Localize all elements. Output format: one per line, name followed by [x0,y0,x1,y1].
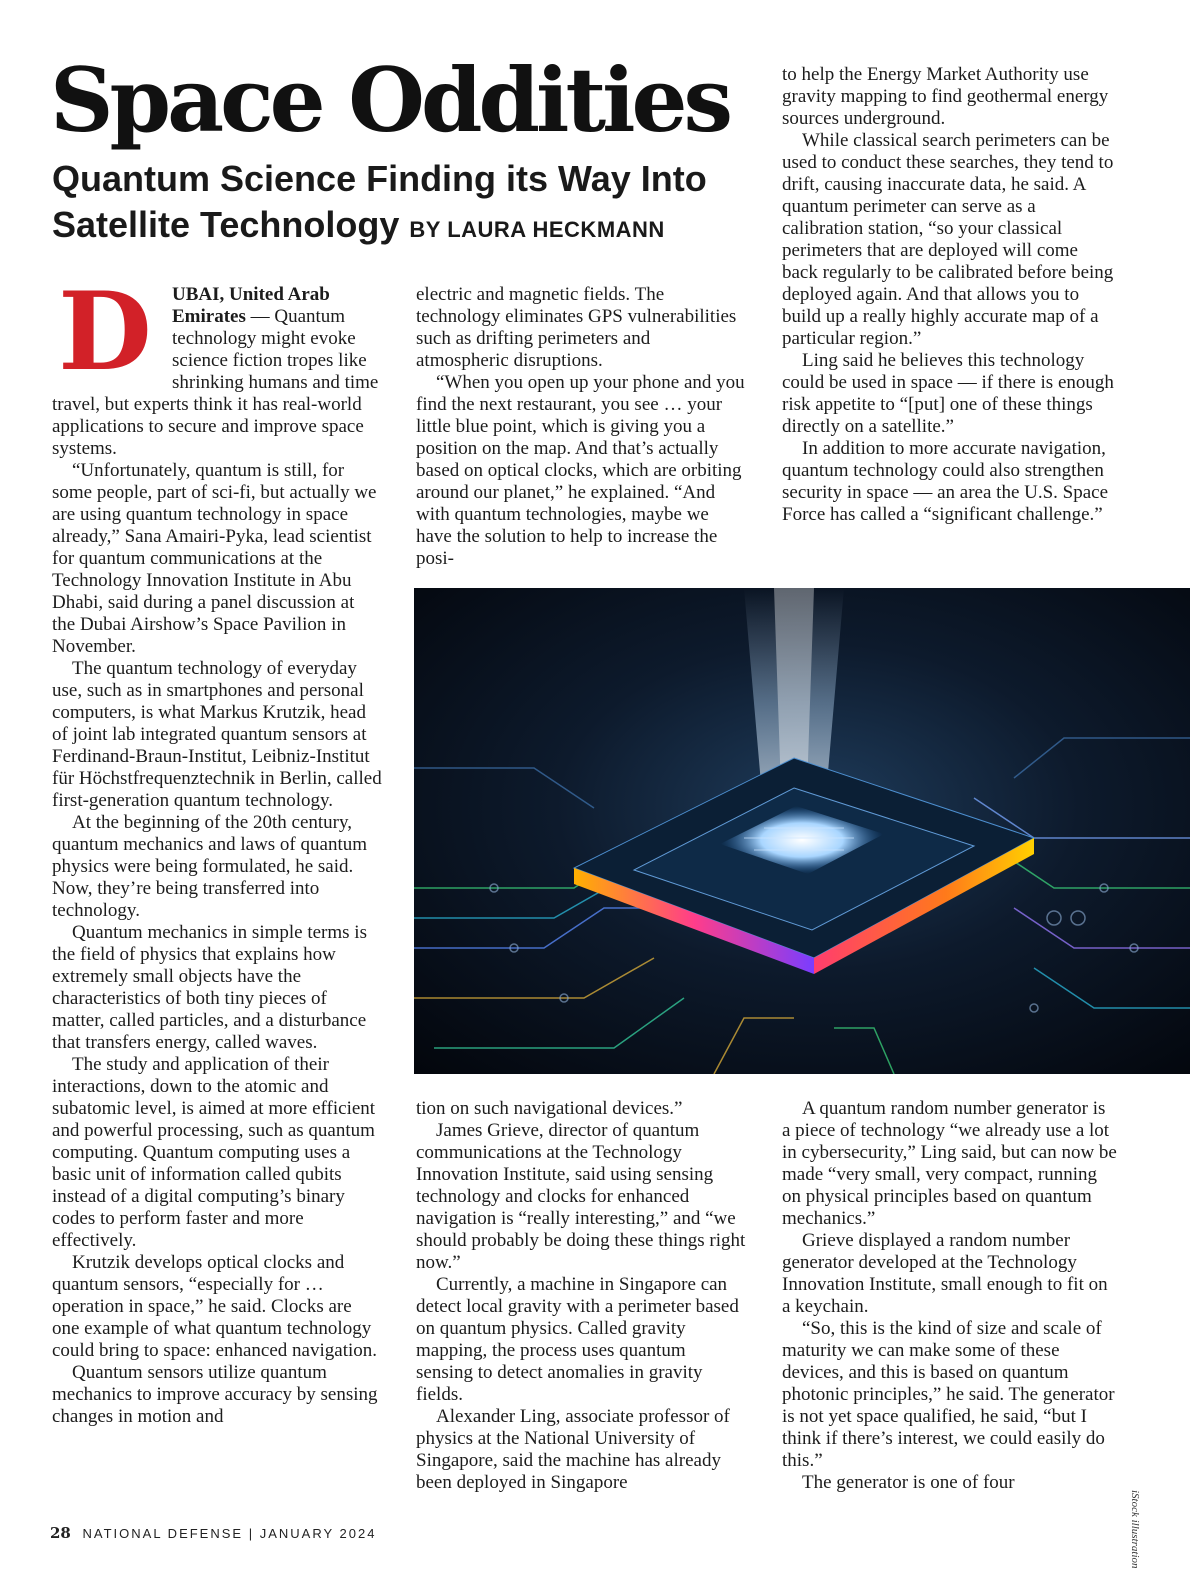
paragraph: Grieve displayed a random number generator developed at the Technology Innovation Institute, small enough to fit on a keychain. [782,1230,1108,1317]
paragraph: Alexander Ling, associate professor of physics at the National University of Singapore, said the machine has already been deployed in Singapore [416,1406,730,1493]
page-number: 28 [50,1524,71,1542]
paragraph: The generator is one of four [802,1472,1015,1493]
paragraph: tion on such navigational devices.” [416,1098,683,1119]
column-2-bottom [416,1098,746,1494]
paragraph: “When you open up your phone and you find the next restaurant, you see … your little blue point, which is giving you a position on the map. And that’s actually based on optical clocks, which are orbiting around our planet,” he explained. “And with quantum technologies, maybe we have the solution to help to increase the posi- [416,372,745,569]
column-1 [52,269,382,1428]
paragraph: “Unfortunately, quantum is still, for some people, part of sci-fi, but actually we are using quantum technology in space already,” Sana Amairi-Pyka, lead scientist for quantum communications at the Technology Innovation Institute in Abu Dhabi, said during a panel discussion at the Dubai Airshow’s Space Pavilion in November. [52,460,377,657]
lead-in: UBAI, United Arab Emirates [172,284,330,327]
photo-credit: iStock illustration [1129,1490,1141,1569]
paragraph: “So, this is the kind of size and scale of maturity we can make some of these devices, and this is based on quantum photonic principles,” he said. The generator is not yet space qualified, he said, “but I think if there’s interest, we could easily do this.” [782,1318,1115,1471]
paragraph: At the beginning of the 20th century, quantum mechanics and laws of quantum physics were being formulated, he said. Now, they’re being transferred into technology. [52,812,368,921]
paragraph: Quantum sensors utilize quantum mechanics to improve accuracy by sensing changes in motion and [52,1362,378,1427]
byline: BY LAURA HECKMANN [409,217,665,242]
drop-cap: D [58,269,152,395]
paragraph: Krutzik develops optical clocks and quantum sensors, “especially for … operation in space,” he said. Clocks are one example of what quantum technology could bring to space: enhanced navigation. [52,1252,378,1361]
column-2-top [416,284,746,570]
paragraph: In addition to more accurate navigation, quantum technology could also strengthen security in space — an area the U.S. Space Force has called a “significant challenge.” [782,438,1109,525]
paragraph: Currently, a machine in Singapore can detect local gravity with a perimeter based on quantum physics. Called gravity mapping, the process uses quantum sensing to detect anomalies in gravity fields. [416,1274,739,1405]
issue-date: JANUARY 2024 [259,1526,377,1541]
column-3-bottom [782,1098,1118,1494]
article-headline: Space Oddities [50,48,730,152]
paragraph: While classical search perimeters can be used to conduct these searches, they tend to drift, causing inaccurate data, he said. A quantum perimeter can serve as a calibration station, “so your classical perimeters that are deployed will come back regularly to be calibrated before being deployed again. And that allows you to build up a really highly accurate map of a particular region.” [782,130,1114,349]
paragraph: Ling said he believes this technology could be used in space — if there is enough risk appetite to “[put] one of these things directly on a satellite.” [782,350,1114,437]
publication-name: NATIONAL DEFENSE [82,1526,244,1541]
paragraph: Quantum mechanics in simple terms is the field of physics that explains how extremely small objects have the characteristics of both tiny pieces of matter, called particles, and a disturbance that transfers energy, called waves. [52,922,367,1053]
article-subheadline [52,156,752,253]
footer-separator: | [248,1526,255,1541]
paragraph: A quantum random number generator is a piece of technology “we already use a lot in cybersecurity,” Ling said, but can now be made “very small, very compact, running on physical principles based on quantum mechanics.” [782,1098,1117,1229]
paragraph: to help the Energy Market Authority use gravity mapping to find geothermal energy sources underground. [782,64,1109,129]
paragraph: James Grieve, director of quantum communications at the Technology Innovation Institute, said using sensing technology and clocks for enhanced navigation is “really interesting,” and “we should probably be doing these things right now.” [416,1120,746,1273]
paragraph: The study and application of their interactions, down to the atomic and subatomic level, is aimed at more efficient and powerful processing, such as quantum computing. Quantum computing uses a basic unit of information called qubits instead of a digital computing’s binary codes to perform faster and more effectively. [52,1054,376,1251]
column-3-top [782,64,1118,526]
lead-paragraph-text: — Quantum technology might evoke science fiction tropes like shrinking humans and time travel, but experts think it has real-world applications to secure and improve space systems. [52,306,379,459]
page-footer [50,1524,376,1542]
subheadline-text: Quantum Science Finding its Way Into Satellite Technology [52,158,707,245]
paragraph: The quantum technology of everyday use, such as in smartphones and personal computers, is what Markus Krutzik, head of joint lab integrated quantum sensors at Ferdinand-Braun-Institut, Leibniz-Institut für Höchstfrequenztechnik in Berlin, called first-generation quantum technology. [52,658,382,811]
quantum-chip-illustration [414,588,1190,1074]
paragraph: electric and magnetic fields. The technology eliminates GPS vulnerabilities such as drifting perimeters and atmospheric disruptions. [416,284,737,371]
